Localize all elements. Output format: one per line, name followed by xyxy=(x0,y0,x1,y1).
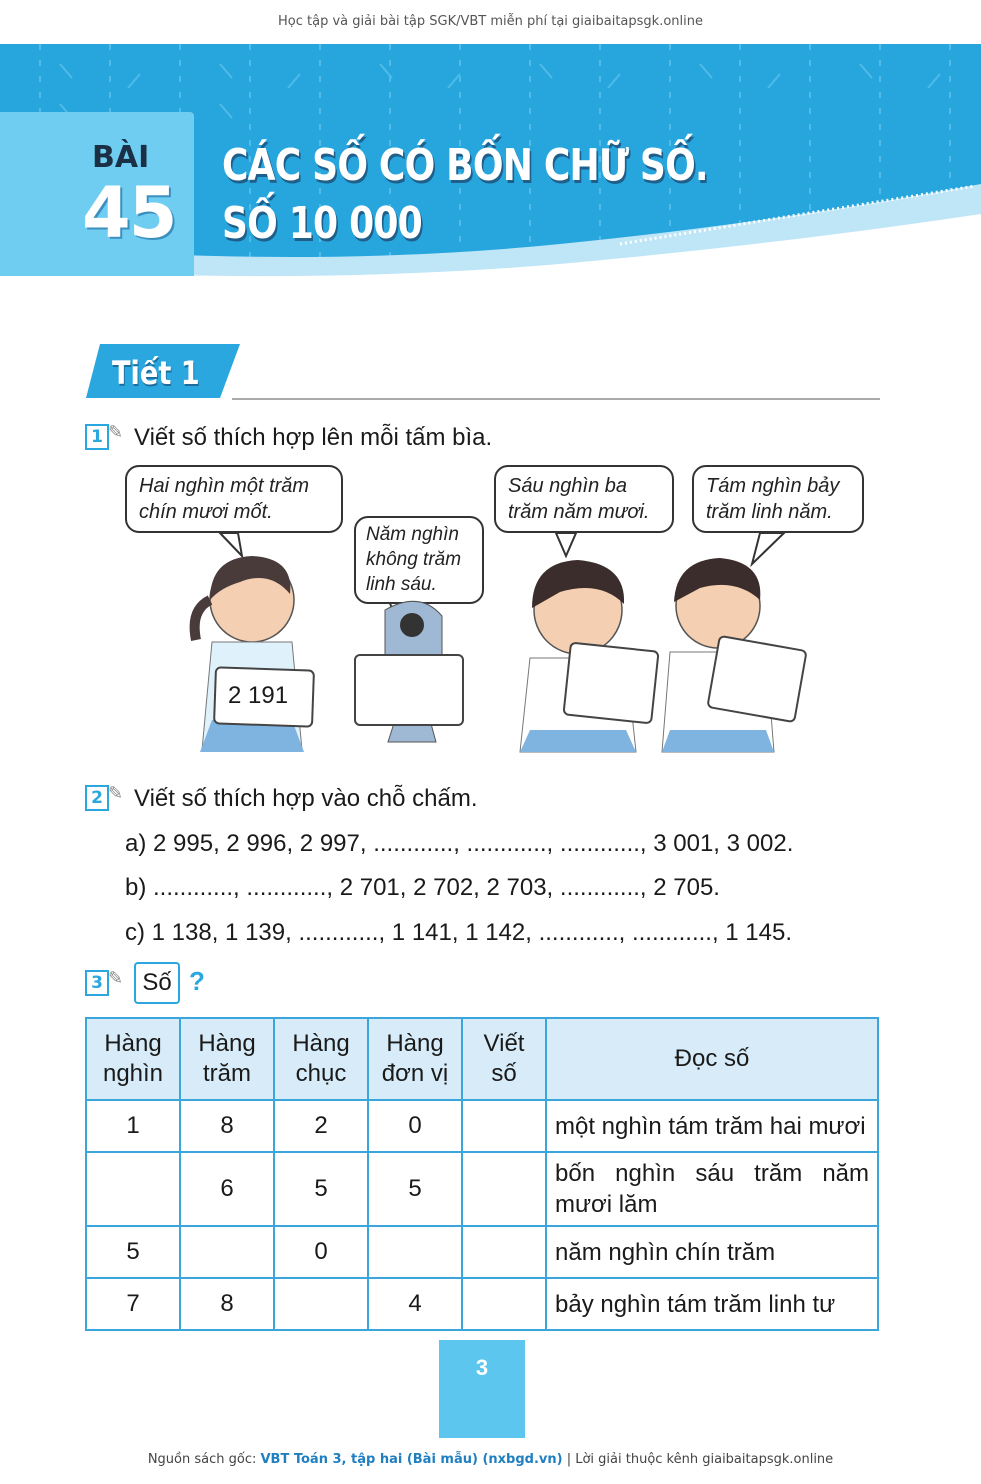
cell-written-input[interactable] xyxy=(462,1226,546,1278)
so-label-box: Số xyxy=(134,962,180,1004)
cell-hundreds: 6 xyxy=(180,1152,274,1226)
cell-units: 0 xyxy=(368,1100,462,1152)
pencil-icon: ✎ xyxy=(108,783,124,803)
cell-read: năm nghìn chín trăm xyxy=(546,1226,878,1278)
cell-thousands-input[interactable] xyxy=(86,1152,180,1226)
table-row xyxy=(86,1226,878,1278)
cell-hundreds: 8 xyxy=(180,1278,274,1330)
speech-bubble-4: Tám nghìn bảy trăm linh năm. xyxy=(692,465,864,533)
lesson-title-line1: CÁC SỐ CÓ BỐN CHỮ SỐ. xyxy=(222,140,708,191)
cell-tens: 2 xyxy=(274,1100,368,1152)
table-row xyxy=(86,1152,878,1226)
section-divider xyxy=(232,398,880,400)
exercise-2-line-a: a) 2 995, 2 996, 2 997, ............, ............, ............, 3 001, 3 002. xyxy=(125,830,794,857)
footer-suffix: | Lời giải thuộc kênh giaibaitapsgk.online xyxy=(562,1452,834,1467)
speech-bubble-1: Hai nghìn một trăm chín mươi mốt. xyxy=(125,465,343,533)
header-written: Viết số xyxy=(462,1018,546,1100)
cell-written-input[interactable] xyxy=(462,1100,546,1152)
cell-tens: 5 xyxy=(274,1152,368,1226)
exercise-1-instruction: Viết số thích hợp lên mỗi tấm bìa. xyxy=(134,424,493,451)
place-value-table xyxy=(85,1017,879,1331)
footer xyxy=(0,1452,981,1467)
cell-hundreds-input[interactable] xyxy=(180,1226,274,1278)
cell-thousands: 1 xyxy=(86,1100,180,1152)
card-robot[interactable] xyxy=(354,654,464,726)
cell-thousands: 7 xyxy=(86,1278,180,1330)
cell-read: bốn nghìn sáu trăm năm mươi lăm xyxy=(546,1152,878,1226)
exercise-2-badge: 2 xyxy=(85,785,109,811)
speech-bubble-2: Năm nghìn không trăm linh sáu. xyxy=(354,516,484,604)
lesson-title-line2: SỐ 10 000 xyxy=(222,198,422,249)
table-row xyxy=(86,1278,878,1330)
exercise-1-badge: 1 xyxy=(85,424,109,450)
cell-tens: 0 xyxy=(274,1226,368,1278)
pencil-icon: ✎ xyxy=(108,968,124,988)
lesson-number: 45 xyxy=(82,172,176,254)
cell-units: 4 xyxy=(368,1278,462,1330)
header-thousands: Hàng nghìn xyxy=(86,1018,180,1100)
cell-units: 5 xyxy=(368,1152,462,1226)
cell-hundreds: 8 xyxy=(180,1100,274,1152)
cell-written-input[interactable] xyxy=(462,1278,546,1330)
cell-read: một nghìn tám trăm hai mươi xyxy=(546,1100,878,1152)
cell-tens-input[interactable] xyxy=(274,1278,368,1330)
exercise-2-line-b: b) ............, ............, 2 701, 2 702, 2 703, ............, 2 705. xyxy=(125,874,720,901)
header-hundreds: Hàng trăm xyxy=(180,1018,274,1100)
cell-read: bảy nghìn tám trăm linh tư xyxy=(546,1278,878,1330)
speech-bubble-3: Sáu nghìn ba trăm năm mươi. xyxy=(494,465,674,533)
header-note: Học tập và giải bài tập SGK/VBT miễn phí tại giaibaitapsgk.online xyxy=(278,14,703,29)
card-girl-value: 2 191 xyxy=(228,682,289,709)
card-boy-2[interactable] xyxy=(706,635,807,724)
footer-source-link[interactable]: VBT Toán 3, tập hai (Bài mẫu) (nxbgd.vn) xyxy=(260,1452,563,1467)
exercise-2-line-c: c) 1 138, 1 139, ............, 1 141, 1 142, ............, ............, 1 145. xyxy=(125,919,793,946)
card-boy-1[interactable] xyxy=(562,641,659,724)
section-label: Tiết 1 xyxy=(112,354,200,392)
cell-written-input[interactable] xyxy=(462,1152,546,1226)
table-row xyxy=(86,1100,878,1152)
page-number: 3 xyxy=(475,1355,489,1380)
question-mark-icon: ? xyxy=(189,966,205,996)
cell-units-input[interactable] xyxy=(368,1226,462,1278)
table-header-row xyxy=(86,1018,878,1100)
exercise-2-instruction: Viết số thích hợp vào chỗ chấm. xyxy=(134,785,478,812)
pencil-icon: ✎ xyxy=(108,422,124,442)
header-units: Hàng đơn vị xyxy=(368,1018,462,1100)
header-tens: Hàng chục xyxy=(274,1018,368,1100)
footer-prefix: Nguồn sách gốc: xyxy=(147,1452,261,1467)
exercise-3-badge: 3 xyxy=(85,970,109,996)
cell-thousands: 5 xyxy=(86,1226,180,1278)
lesson-word: BÀI xyxy=(92,140,150,175)
header-read: Đọc số xyxy=(546,1018,878,1100)
